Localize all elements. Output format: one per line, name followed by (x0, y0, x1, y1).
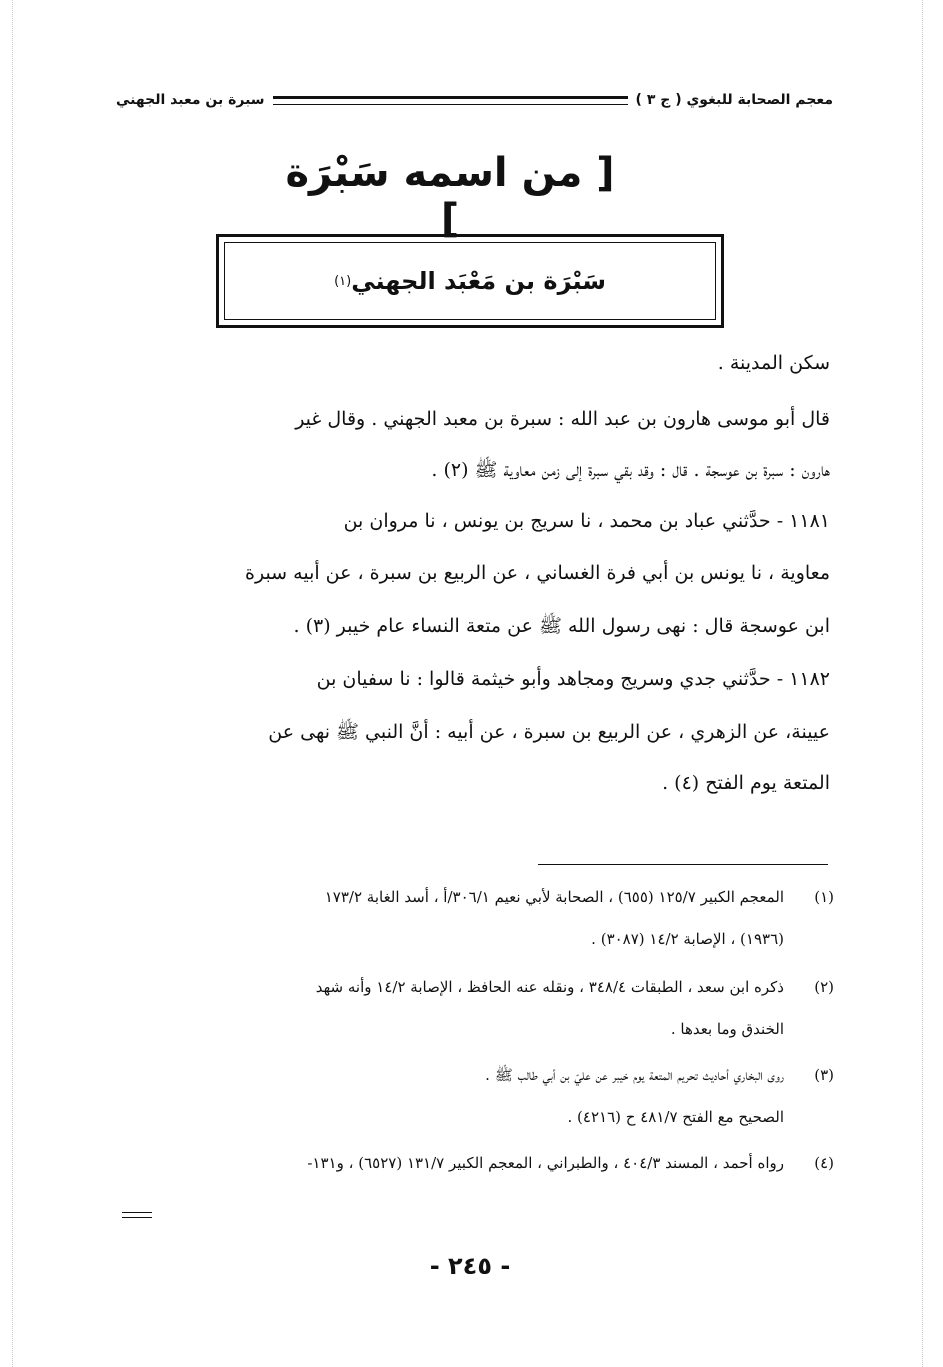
footnote-text: المعجم الكبير ١٢٥/٧ (٦٥٥) ، الصحابة لأبي نعيم ٣٠٦/١/أ ، أسد الغابة ١٧٣/٢ (324, 888, 784, 906)
hadith-line: ١١٨١ - حدَّثني عباد بن محمد ، نا سريج بن يونس ، نا مروان بن (343, 510, 830, 532)
book-title: معجم الصحابة للبغوي ( ج ٣ ) (635, 92, 833, 108)
footnote-text: (١٩٣٦) ، الإصابة ١٤/٢ (٣٠٨٧) . (591, 930, 784, 948)
footnote-number: (٢) (814, 978, 834, 996)
body-line: ابن عوسجة قال : نهى رسول الله ﷺ عن متعة النساء عام خيبر (٣) . (293, 615, 830, 637)
body-line: هارون : سبرة بن عوسجة . قال : وقد بقي سبرة إلى زمن معاوية ﷺ (٢) . (431, 459, 830, 481)
section-title: [ من اسمه سَبْرَة ] (285, 150, 615, 242)
body-line: معاوية ، نا يونس بن أبي فرة الغساني ، عن الربيع بن سبرة ، عن أبيه سبرة (245, 562, 830, 584)
footnote-text: روى البخاري أحاديث تحريم المتعة يوم خيبر عن عليّ بن أبي طالب ﷺ . (485, 1066, 784, 1084)
body-line: المتعة يوم الفتح (٤) . (662, 772, 830, 794)
scan-margin-line-right (922, 0, 923, 1367)
scan-margin-line-left (12, 0, 13, 1367)
entry-name-box (216, 234, 724, 328)
footnote-ref: (١) (334, 273, 352, 289)
footnote-number: (٣) (814, 1066, 834, 1084)
footnote-text: الخندق وما بعدها . (670, 1020, 784, 1038)
footnote-text: ذكره ابن سعد ، الطبقات ٣٤٨/٤ ، ونقله عنه الحافظ ، الإصابة ١٤/٢ وأنه شهد (315, 978, 784, 996)
entry-name-header: سبرة بن معبد الجهني (116, 92, 265, 108)
entry-name-box-inner (224, 242, 716, 320)
entry-name: سَبْرَة بن مَعْبَد الجهني (351, 267, 606, 295)
continuation-mark (122, 1212, 152, 1222)
footnote-number: (١) (814, 888, 834, 906)
header-rule (273, 96, 628, 105)
body-line: عيينة، عن الزهري ، عن الربيع بن سبرة ، عن أبيه : أنَّ النبي ﷺ نهى عن (268, 721, 830, 743)
hadith-line: ١١٨٢ - حدَّثني جدي وسريج ومجاهد وأبو خيثمة قالوا : نا سفيان بن (316, 668, 830, 690)
footnote-separator (538, 864, 828, 865)
footnote-text: رواه أحمد ، المسند ٤٠٤/٣ ، والطبراني ، المعجم الكبير ١٣١/٧ (٦٥٢٧) ، و١٣١- (307, 1154, 784, 1172)
body-line: قال أبو موسى هارون بن عبد الله : سبرة بن معبد الجهني . وقال غير (295, 408, 830, 430)
footnote-text: الصحيح مع الفتح ٤٨١/٧ ح (٤٢١٦) . (567, 1108, 784, 1126)
page-number: - ٢٤٥ - (429, 1252, 511, 1280)
body-line: سكن المدينة . (717, 352, 830, 374)
footnote-number: (٤) (814, 1154, 834, 1172)
running-header (116, 82, 833, 118)
